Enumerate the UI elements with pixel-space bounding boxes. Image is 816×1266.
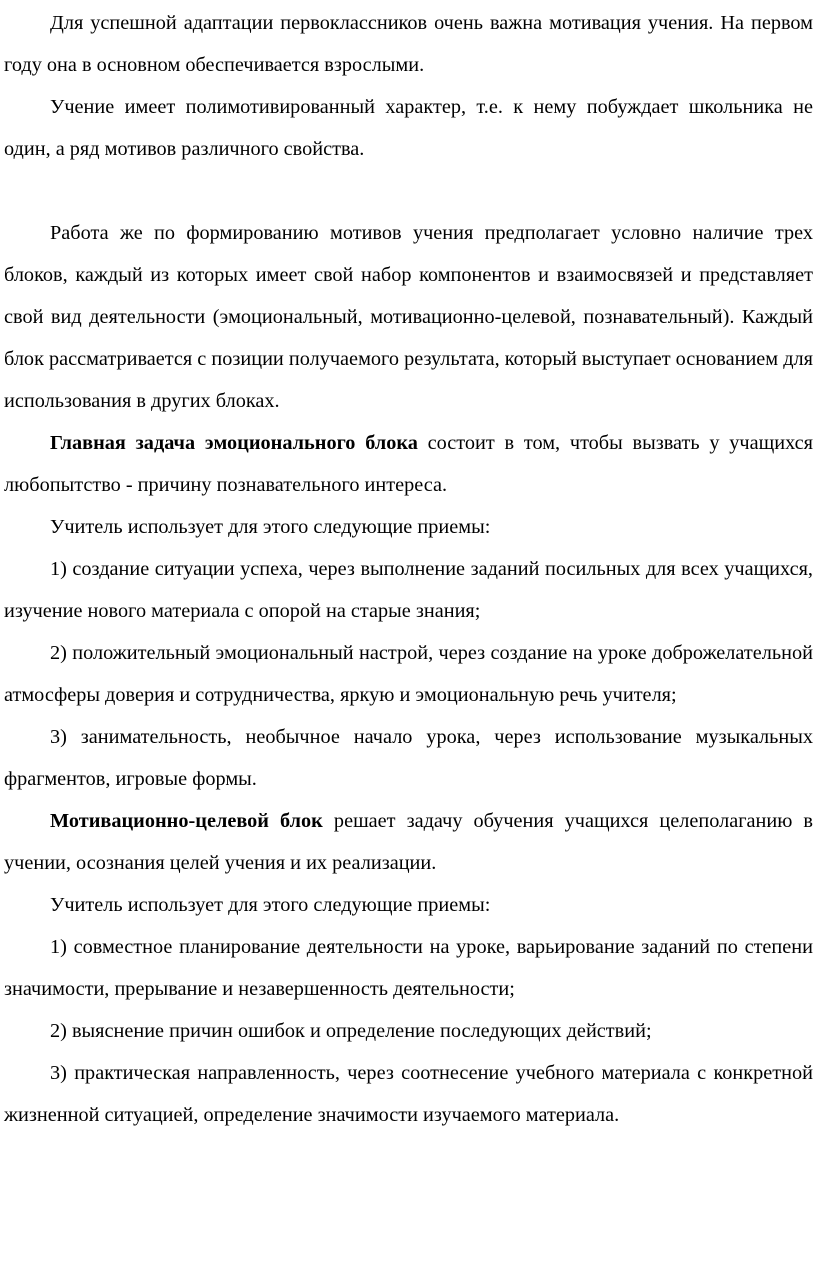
paragraph-text: состоит в том, чтобы вызвать у учащихся любопытство - причину познавательного интереса. [4,432,813,496]
list-item-success-situation [4,548,813,632]
paragraph-text: Для успешной адаптации первоклассников очень важна мотивация учения. На первом году она в основном обеспечивается взрослыми. [4,12,813,76]
paragraph-three-blocks [4,212,813,422]
paragraph-motivational-target-block [4,800,813,884]
motivational-block-heading: Мотивационно-целевой блок [50,810,323,832]
emotional-block-heading: Главная задача эмоционального блока [50,432,418,454]
paragraph-text: Учитель использует для этого следующие приемы: [50,894,491,916]
paragraph-text: 2) положительный эмоциональный настрой, через создание на уроке доброжелательной атмосферы доверия и сотрудничества, яркую и эмоциональную речь учителя; [4,642,813,706]
paragraph-text: 3) занимательность, необычное начало урока, через использование музыкальных фрагментов, игровые формы. [4,726,813,790]
paragraph-emotional-block [4,422,813,506]
paragraph-text: решает задачу обучения учащихся целеполаганию в учении, осознания целей учения и их реализации. [4,810,813,874]
paragraph-text: 1) совместное планирование деятельности на уроке, варьирование заданий по степени значимости, прерывание и незавершенность деятельности; [4,936,813,1000]
paragraph-polymotivated-learning [4,86,813,170]
paragraph-text: Работа же по формированию мотивов учения предполагает условно наличие трех блоков, каждый из которых имеет свой набор компонентов и взаимосвязей и представляет свой вид деятельности (эмоциональный, мотивационно-целевой, познавательный). Каждый блок рассматривается с позиции получаемого результата, который выступает основанием для использования в других блоках. [4,222,813,412]
paragraph-teacher-techniques-intro [4,506,813,548]
document-page [4,2,813,1136]
paragraph-teacher-techniques-intro-2 [4,884,813,926]
list-item-entertainment [4,716,813,800]
paragraph-text: 1) создание ситуации успеха, через выполнение заданий посильных для всех учащихся, изучение нового материала с опорой на старые знания; [4,558,813,622]
paragraph-text: Учение имеет полимотивированный характер, т.е. к нему побуждает школьника не один, а ряд мотивов различного свойства. [4,96,813,160]
paragraph-text: 3) практическая направленность, через соотнесение учебного материала с конкретной жизненной ситуацией, определение значимости изучаемого материала. [4,1062,813,1126]
list-item-joint-planning [4,926,813,1010]
list-item-positive-mood [4,632,813,716]
list-item-error-causes [4,1010,813,1052]
paragraph-adaptation-motivation [4,2,813,86]
list-item-practical-orientation [4,1052,813,1136]
paragraph-text: Учитель использует для этого следующие приемы: [50,516,491,538]
paragraph-text: 2) выяснение причин ошибок и определение последующих действий; [50,1020,652,1042]
